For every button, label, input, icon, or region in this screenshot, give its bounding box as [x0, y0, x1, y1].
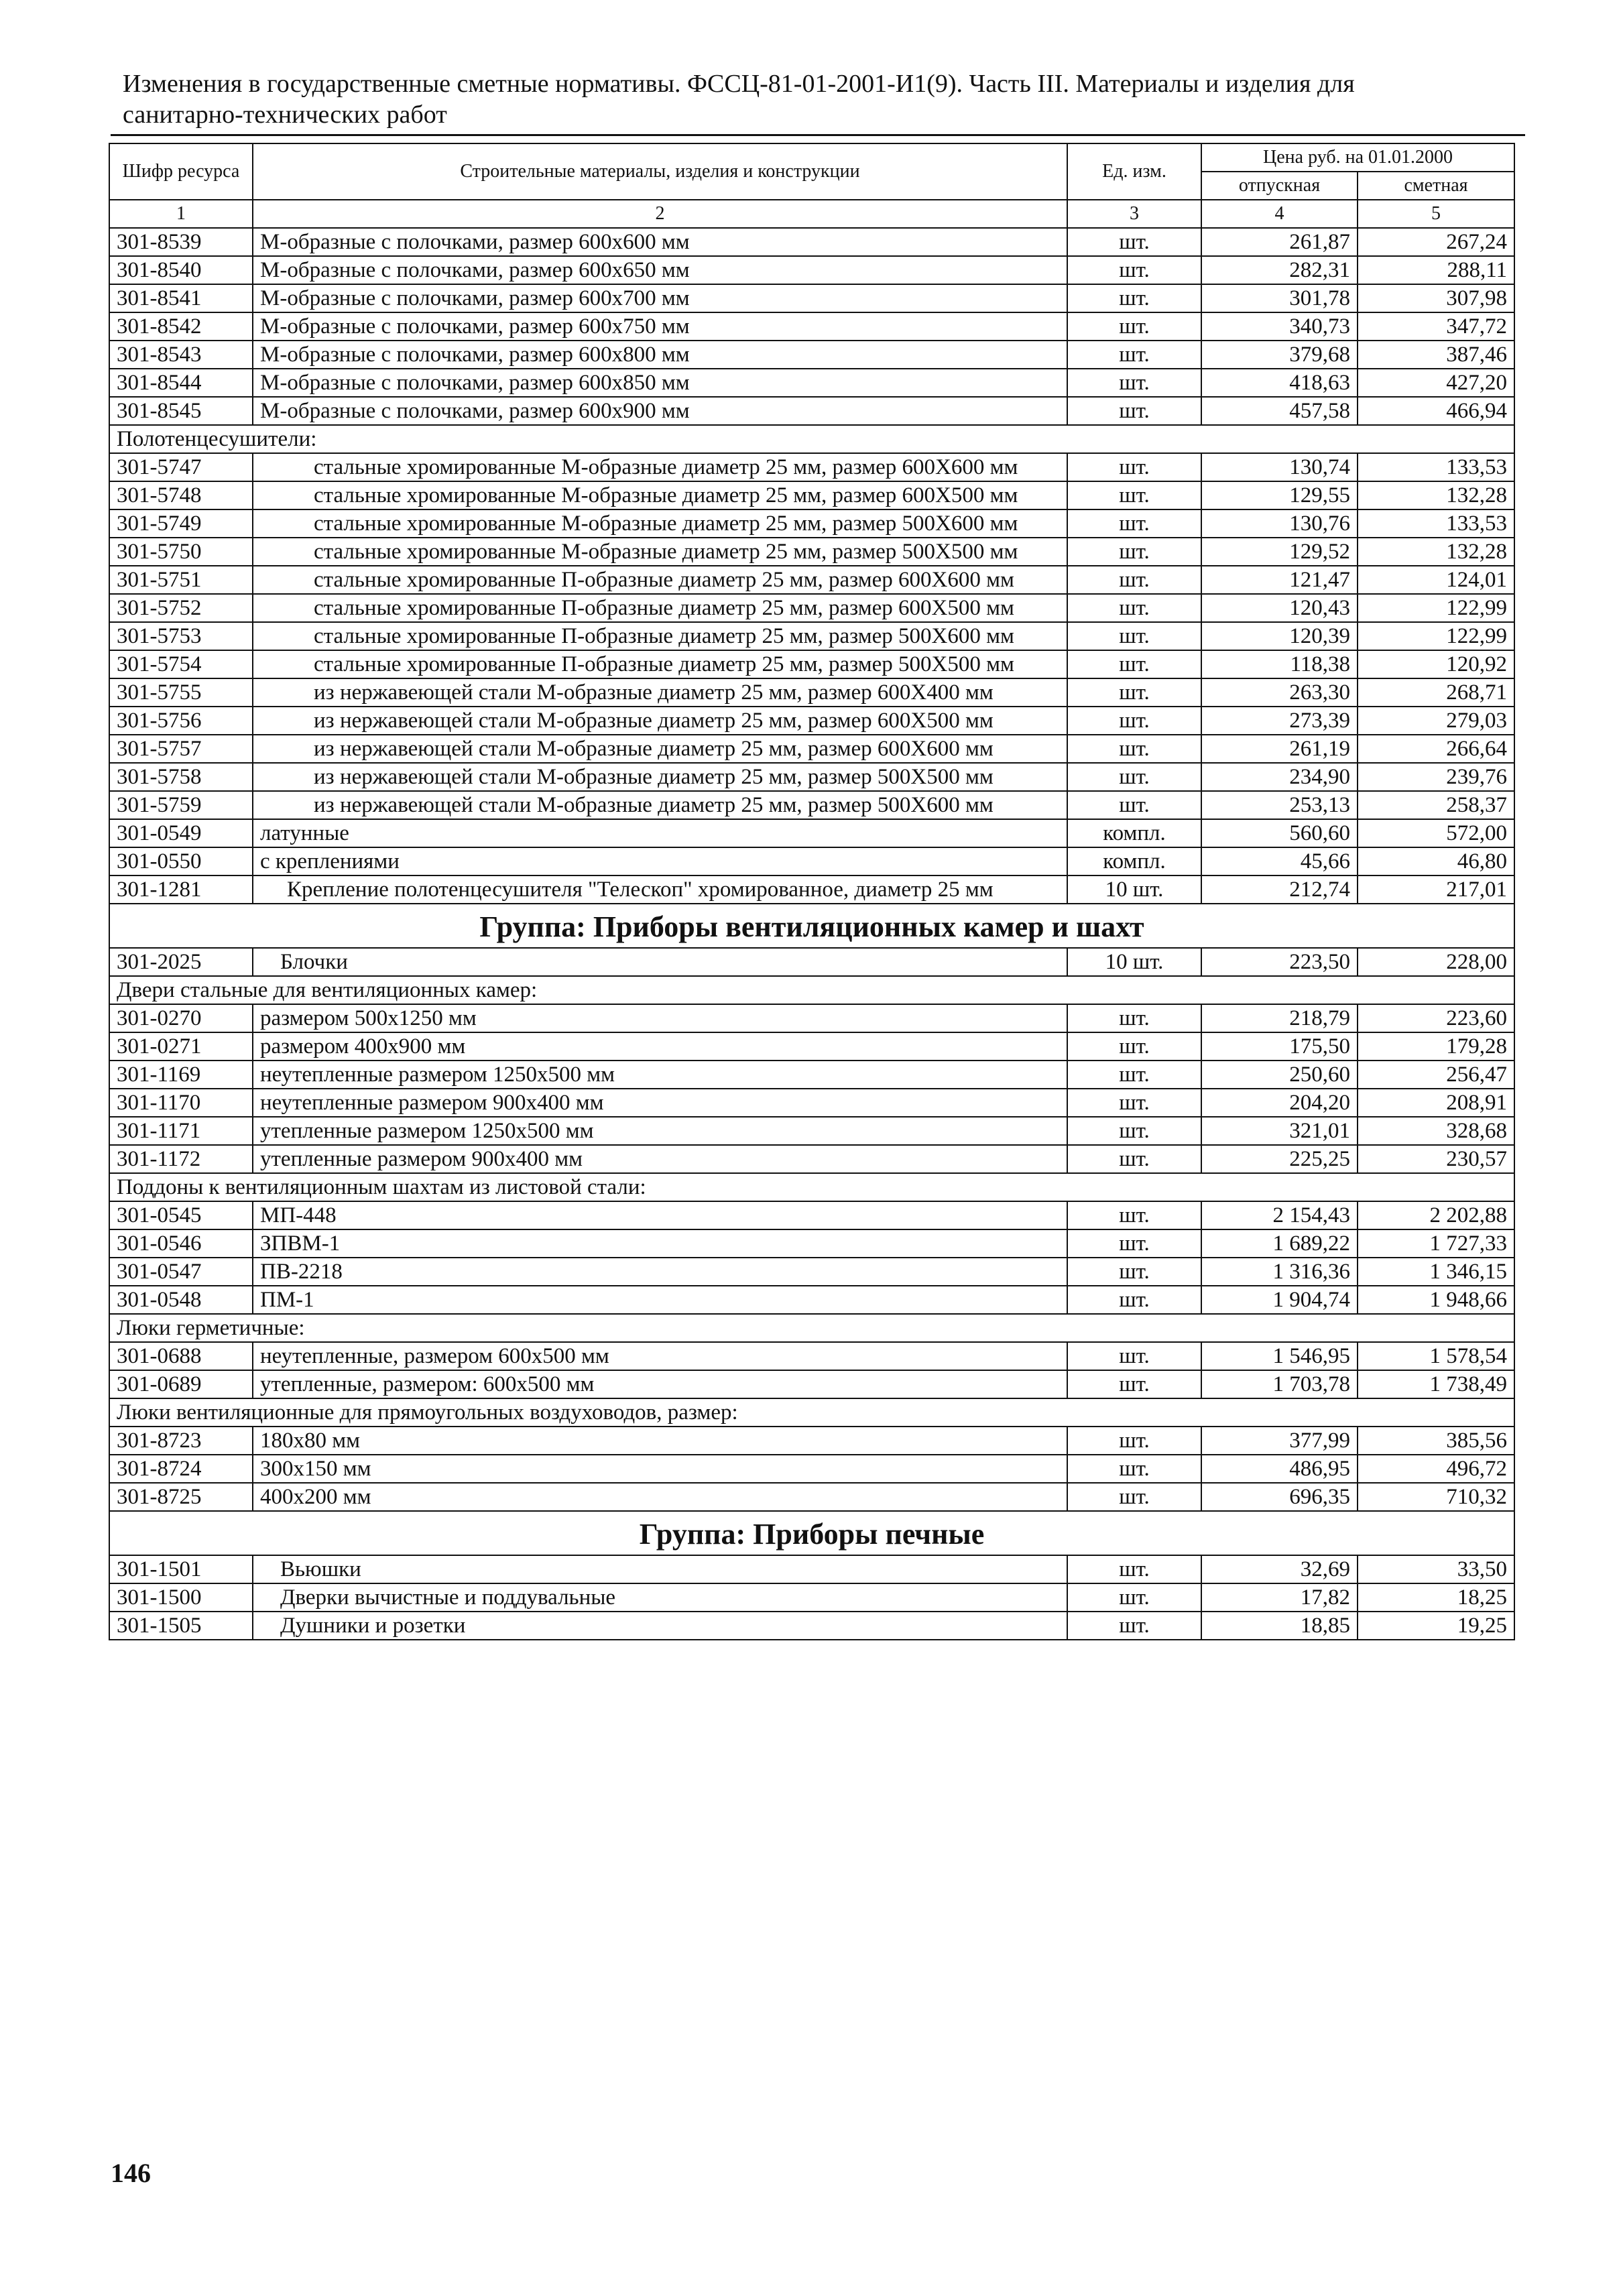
table-row	[109, 256, 1514, 284]
resource-code: 301-8723	[109, 1427, 253, 1455]
table-row	[109, 1612, 1514, 1640]
resource-code: 301-5758	[109, 763, 253, 791]
release-price: 17,82	[1201, 1583, 1358, 1612]
material-name: 400х200 мм	[253, 1483, 1067, 1511]
section-heading-row	[109, 1173, 1514, 1201]
resource-code: 301-8545	[109, 397, 253, 425]
resource-code: 301-8540	[109, 256, 253, 284]
material-name: с креплениями	[253, 847, 1067, 875]
release-price: 121,47	[1201, 566, 1358, 594]
material-name: стальные хромированные М-образные диаметр 25 мм, размер 500Х600 мм	[253, 509, 1067, 538]
header-line-1: Изменения в государственные сметные нормативы. ФССЦ-81-01-2001-И1(9). Часть III. Материалы и изделия для	[123, 70, 1355, 98]
resource-code: 301-1170	[109, 1089, 253, 1117]
col-number: 2	[253, 200, 1067, 228]
table-row	[109, 847, 1514, 875]
material-name: стальные хромированные П-образные диаметр 25 мм, размер 600Х600 мм	[253, 566, 1067, 594]
resource-code: 301-1505	[109, 1612, 253, 1640]
material-name: из нержавеющей стали М-образные диаметр 25 мм, размер 600Х600 мм	[253, 735, 1067, 763]
material-name: М-образные с полочками, размер 600х700 мм	[253, 284, 1067, 312]
estimate-price: 347,72	[1358, 312, 1514, 341]
unit-of-measure: компл.	[1067, 819, 1201, 847]
material-name: Блочки	[253, 948, 1067, 976]
resource-code: 301-5757	[109, 735, 253, 763]
resource-code: 301-1501	[109, 1555, 253, 1583]
col-header-code: Шифр ресурса	[109, 143, 253, 200]
release-price: 261,19	[1201, 735, 1358, 763]
unit-of-measure: шт.	[1067, 1612, 1201, 1640]
table-row	[109, 1555, 1514, 1583]
material-name: Душники и розетки	[253, 1612, 1067, 1640]
estimate-price: 122,99	[1358, 622, 1514, 650]
table-row	[109, 1427, 1514, 1455]
resource-code: 301-0688	[109, 1342, 253, 1370]
material-name: М-образные с полочками, размер 600х650 мм	[253, 256, 1067, 284]
material-name: Крепление полотенцесушителя "Телескоп" хромированное, диаметр 25 мм	[253, 875, 1067, 904]
unit-of-measure: шт.	[1067, 763, 1201, 791]
release-price: 457,58	[1201, 397, 1358, 425]
release-price: 130,74	[1201, 453, 1358, 481]
col-header-name: Строительные материалы, изделия и конструкции	[253, 143, 1067, 200]
resource-code: 301-8724	[109, 1455, 253, 1483]
table-row	[109, 875, 1514, 904]
table-row	[109, 707, 1514, 735]
release-price: 301,78	[1201, 284, 1358, 312]
estimate-price: 427,20	[1358, 369, 1514, 397]
unit-of-measure: шт.	[1067, 1061, 1201, 1089]
estimate-price: 18,25	[1358, 1583, 1514, 1612]
material-name: ЗПВМ-1	[253, 1229, 1067, 1258]
material-name: М-образные с полочками, размер 600х900 мм	[253, 397, 1067, 425]
table-row	[109, 369, 1514, 397]
table-row	[109, 397, 1514, 425]
estimate-price: 122,99	[1358, 594, 1514, 622]
estimate-price: 328,68	[1358, 1117, 1514, 1145]
resource-code: 301-0547	[109, 1258, 253, 1286]
release-price: 282,31	[1201, 256, 1358, 284]
release-price: 212,74	[1201, 875, 1358, 904]
unit-of-measure: шт.	[1067, 481, 1201, 509]
material-name: стальные хромированные П-образные диаметр 25 мм, размер 600Х500 мм	[253, 594, 1067, 622]
material-name: М-образные с полочками, размер 600х800 мм	[253, 341, 1067, 369]
unit-of-measure: шт.	[1067, 1555, 1201, 1583]
release-price: 32,69	[1201, 1555, 1358, 1583]
unit-of-measure: шт.	[1067, 1342, 1201, 1370]
resource-code: 301-5751	[109, 566, 253, 594]
section-heading-row	[109, 425, 1514, 453]
resource-code: 301-1172	[109, 1145, 253, 1173]
material-name: 300х150 мм	[253, 1455, 1067, 1483]
table-row	[109, 228, 1514, 256]
col-header-unit: Ед. изм.	[1067, 143, 1201, 200]
price-table	[109, 143, 1515, 1640]
resource-code: 301-5754	[109, 650, 253, 678]
estimate-price: 307,98	[1358, 284, 1514, 312]
unit-of-measure: шт.	[1067, 1145, 1201, 1173]
release-price: 45,66	[1201, 847, 1358, 875]
release-price: 273,39	[1201, 707, 1358, 735]
material-name: ПМ-1	[253, 1286, 1067, 1314]
estimate-price: 132,28	[1358, 538, 1514, 566]
estimate-price: 266,64	[1358, 735, 1514, 763]
release-price: 486,95	[1201, 1455, 1358, 1483]
unit-of-measure: шт.	[1067, 538, 1201, 566]
release-price: 1 904,74	[1201, 1286, 1358, 1314]
release-price: 234,90	[1201, 763, 1358, 791]
material-name: 180х80 мм	[253, 1427, 1067, 1455]
resource-code: 301-1169	[109, 1061, 253, 1089]
material-name: неутепленные, размером 600х500 мм	[253, 1342, 1067, 1370]
unit-of-measure: шт.	[1067, 1455, 1201, 1483]
estimate-price: 288,11	[1358, 256, 1514, 284]
estimate-price: 572,00	[1358, 819, 1514, 847]
table-row	[109, 453, 1514, 481]
table-row	[109, 341, 1514, 369]
estimate-price: 228,00	[1358, 948, 1514, 976]
material-name: из нержавеющей стали М-образные диаметр 25 мм, размер 600Х500 мм	[253, 707, 1067, 735]
table-row	[109, 1089, 1514, 1117]
section-heading: Полотенцесушители:	[109, 425, 1514, 453]
resource-code: 301-8541	[109, 284, 253, 312]
release-price: 418,63	[1201, 369, 1358, 397]
section-heading: Люки вентиляционные для прямоугольных воздуховодов, размер:	[109, 1398, 1514, 1427]
estimate-price: 223,60	[1358, 1004, 1514, 1032]
table-row	[109, 538, 1514, 566]
estimate-price: 2 202,88	[1358, 1201, 1514, 1229]
release-price: 18,85	[1201, 1612, 1358, 1640]
unit-of-measure: шт.	[1067, 341, 1201, 369]
estimate-price: 710,32	[1358, 1483, 1514, 1511]
material-name: неутепленные размером 900х400 мм	[253, 1089, 1067, 1117]
col-number: 3	[1067, 200, 1201, 228]
release-price: 223,50	[1201, 948, 1358, 976]
unit-of-measure: шт.	[1067, 1427, 1201, 1455]
unit-of-measure: шт.	[1067, 1229, 1201, 1258]
material-name: утепленные, размером: 600х500 мм	[253, 1370, 1067, 1398]
table-row	[109, 1201, 1514, 1229]
estimate-price: 1 738,49	[1358, 1370, 1514, 1398]
estimate-price: 217,01	[1358, 875, 1514, 904]
col-header-price: Цена руб. на 01.01.2000	[1201, 143, 1514, 172]
release-price: 377,99	[1201, 1427, 1358, 1455]
resource-code: 301-8542	[109, 312, 253, 341]
table-row	[109, 481, 1514, 509]
estimate-price: 279,03	[1358, 707, 1514, 735]
table-row	[109, 594, 1514, 622]
resource-code: 301-0689	[109, 1370, 253, 1398]
release-price: 120,43	[1201, 594, 1358, 622]
group-heading: Группа: Приборы печные	[109, 1511, 1514, 1555]
resource-code: 301-8544	[109, 369, 253, 397]
material-name: МП-448	[253, 1201, 1067, 1229]
release-price: 218,79	[1201, 1004, 1358, 1032]
unit-of-measure: шт.	[1067, 1370, 1201, 1398]
table-body	[109, 228, 1514, 1640]
release-price: 250,60	[1201, 1061, 1358, 1089]
unit-of-measure: шт.	[1067, 566, 1201, 594]
release-price: 129,55	[1201, 481, 1358, 509]
material-name: неутепленные размером 1250х500 мм	[253, 1061, 1067, 1089]
table-row	[109, 1258, 1514, 1286]
page-number: 146	[111, 2158, 151, 2188]
col-header-release: отпускная	[1201, 172, 1358, 200]
unit-of-measure: шт.	[1067, 312, 1201, 341]
resource-code: 301-5750	[109, 538, 253, 566]
table-row	[109, 1117, 1514, 1145]
resource-code: 301-5749	[109, 509, 253, 538]
estimate-price: 179,28	[1358, 1032, 1514, 1061]
table-row	[109, 622, 1514, 650]
release-price: 560,60	[1201, 819, 1358, 847]
col-number: 5	[1358, 200, 1514, 228]
estimate-price: 33,50	[1358, 1555, 1514, 1583]
table-row	[109, 819, 1514, 847]
release-price: 696,35	[1201, 1483, 1358, 1511]
unit-of-measure: шт.	[1067, 509, 1201, 538]
release-price: 1 703,78	[1201, 1370, 1358, 1398]
material-name: ПВ-2218	[253, 1258, 1067, 1286]
estimate-price: 19,25	[1358, 1612, 1514, 1640]
table-row	[109, 1483, 1514, 1511]
table-row	[109, 1455, 1514, 1483]
release-price: 379,68	[1201, 341, 1358, 369]
estimate-price: 256,47	[1358, 1061, 1514, 1089]
resource-code: 301-5747	[109, 453, 253, 481]
unit-of-measure: шт.	[1067, 1032, 1201, 1061]
estimate-price: 496,72	[1358, 1455, 1514, 1483]
estimate-price: 466,94	[1358, 397, 1514, 425]
release-price: 1 546,95	[1201, 1342, 1358, 1370]
estimate-price: 230,57	[1358, 1145, 1514, 1173]
estimate-price: 1 948,66	[1358, 1286, 1514, 1314]
table-row	[109, 791, 1514, 819]
section-heading: Поддоны к вентиляционным шахтам из листовой стали:	[109, 1173, 1514, 1201]
estimate-price: 258,37	[1358, 791, 1514, 819]
table-row	[109, 1061, 1514, 1089]
resource-code: 301-8725	[109, 1483, 253, 1511]
resource-code: 301-1171	[109, 1117, 253, 1145]
section-heading-row	[109, 1398, 1514, 1427]
release-price: 253,13	[1201, 791, 1358, 819]
resource-code: 301-0271	[109, 1032, 253, 1061]
estimate-price: 124,01	[1358, 566, 1514, 594]
table-row	[109, 1032, 1514, 1061]
estimate-price: 46,80	[1358, 847, 1514, 875]
material-name: стальные хромированные П-образные диаметр 25 мм, размер 500Х500 мм	[253, 650, 1067, 678]
table-row	[109, 312, 1514, 341]
unit-of-measure: шт.	[1067, 1483, 1201, 1511]
estimate-price: 1 578,54	[1358, 1342, 1514, 1370]
resource-code: 301-5753	[109, 622, 253, 650]
resource-code: 301-2025	[109, 948, 253, 976]
table-row	[109, 1583, 1514, 1612]
material-name: из нержавеющей стали М-образные диаметр 25 мм, размер 500Х600 мм	[253, 791, 1067, 819]
release-price: 263,30	[1201, 678, 1358, 707]
release-price: 321,01	[1201, 1117, 1358, 1145]
resource-code: 301-0550	[109, 847, 253, 875]
estimate-price: 268,71	[1358, 678, 1514, 707]
release-price: 1 689,22	[1201, 1229, 1358, 1258]
group-heading: Группа: Приборы вентиляционных камер и шахт	[109, 904, 1514, 948]
material-name: латунные	[253, 819, 1067, 847]
unit-of-measure: шт.	[1067, 369, 1201, 397]
document-header	[123, 68, 1463, 130]
table-row	[109, 1286, 1514, 1314]
table-row	[109, 1370, 1514, 1398]
unit-of-measure: шт.	[1067, 735, 1201, 763]
table-row	[109, 1342, 1514, 1370]
resource-code: 301-8543	[109, 341, 253, 369]
unit-of-measure: шт.	[1067, 678, 1201, 707]
table-row	[109, 509, 1514, 538]
unit-of-measure: шт.	[1067, 256, 1201, 284]
unit-of-measure: шт.	[1067, 1117, 1201, 1145]
resource-code: 301-1500	[109, 1583, 253, 1612]
release-price: 204,20	[1201, 1089, 1358, 1117]
unit-of-measure: шт.	[1067, 622, 1201, 650]
unit-of-measure: шт.	[1067, 791, 1201, 819]
release-price: 120,39	[1201, 622, 1358, 650]
release-price: 130,76	[1201, 509, 1358, 538]
material-name: Вьюшки	[253, 1555, 1067, 1583]
estimate-price: 133,53	[1358, 453, 1514, 481]
table-row	[109, 1004, 1514, 1032]
estimate-price: 387,46	[1358, 341, 1514, 369]
unit-of-measure: шт.	[1067, 228, 1201, 256]
unit-of-measure: шт.	[1067, 453, 1201, 481]
estimate-price: 267,24	[1358, 228, 1514, 256]
release-price: 2 154,43	[1201, 1201, 1358, 1229]
release-price: 118,38	[1201, 650, 1358, 678]
table-row	[109, 566, 1514, 594]
resource-code: 301-0270	[109, 1004, 253, 1032]
material-name: М-образные с полочками, размер 600х850 мм	[253, 369, 1067, 397]
col-number: 4	[1201, 200, 1358, 228]
header-rule	[111, 134, 1525, 136]
estimate-price: 239,76	[1358, 763, 1514, 791]
material-name: размером 400х900 мм	[253, 1032, 1067, 1061]
release-price: 225,25	[1201, 1145, 1358, 1173]
material-name: стальные хромированные М-образные диаметр 25 мм, размер 500Х500 мм	[253, 538, 1067, 566]
col-number: 1	[109, 200, 253, 228]
unit-of-measure: шт.	[1067, 594, 1201, 622]
resource-code: 301-8539	[109, 228, 253, 256]
material-name: М-образные с полочками, размер 600х600 мм	[253, 228, 1067, 256]
resource-code: 301-1281	[109, 875, 253, 904]
unit-of-measure: 10 шт.	[1067, 948, 1201, 976]
table-row	[109, 763, 1514, 791]
section-heading-row	[109, 1314, 1514, 1342]
estimate-price: 1 727,33	[1358, 1229, 1514, 1258]
material-name: из нержавеющей стали М-образные диаметр 25 мм, размер 500Х500 мм	[253, 763, 1067, 791]
material-name: стальные хромированные М-образные диаметр 25 мм, размер 600Х500 мм	[253, 481, 1067, 509]
section-heading: Двери стальные для вентиляционных камер:	[109, 976, 1514, 1004]
unit-of-measure: шт.	[1067, 1286, 1201, 1314]
table-head	[109, 143, 1514, 228]
resource-code: 301-0546	[109, 1229, 253, 1258]
table-row	[109, 735, 1514, 763]
header-line-2: санитарно-технических работ	[123, 101, 447, 129]
release-price: 340,73	[1201, 312, 1358, 341]
resource-code: 301-5759	[109, 791, 253, 819]
col-header-estimate: сметная	[1358, 172, 1514, 200]
unit-of-measure: шт.	[1067, 1004, 1201, 1032]
estimate-price: 1 346,15	[1358, 1258, 1514, 1286]
unit-of-measure: шт.	[1067, 397, 1201, 425]
table-row	[109, 948, 1514, 976]
estimate-price: 385,56	[1358, 1427, 1514, 1455]
material-name: утепленные размером 1250х500 мм	[253, 1117, 1067, 1145]
material-name: стальные хромированные М-образные диаметр 25 мм, размер 600Х600 мм	[253, 453, 1067, 481]
material-name: утепленные размером 900х400 мм	[253, 1145, 1067, 1173]
unit-of-measure: компл.	[1067, 847, 1201, 875]
unit-of-measure: шт.	[1067, 284, 1201, 312]
estimate-price: 208,91	[1358, 1089, 1514, 1117]
resource-code: 301-5755	[109, 678, 253, 707]
material-name: стальные хромированные П-образные диаметр 25 мм, размер 500Х600 мм	[253, 622, 1067, 650]
release-price: 175,50	[1201, 1032, 1358, 1061]
release-price: 1 316,36	[1201, 1258, 1358, 1286]
resource-code: 301-0548	[109, 1286, 253, 1314]
unit-of-measure: шт.	[1067, 707, 1201, 735]
estimate-price: 132,28	[1358, 481, 1514, 509]
section-heading: Люки герметичные:	[109, 1314, 1514, 1342]
section-heading-row	[109, 976, 1514, 1004]
resource-code: 301-5748	[109, 481, 253, 509]
resource-code: 301-5752	[109, 594, 253, 622]
material-name: Дверки вычистные и поддувальные	[253, 1583, 1067, 1612]
unit-of-measure: шт.	[1067, 1258, 1201, 1286]
group-heading-row	[109, 904, 1514, 948]
table-row	[109, 650, 1514, 678]
table-row	[109, 1145, 1514, 1173]
unit-of-measure: шт.	[1067, 1089, 1201, 1117]
unit-of-measure: шт.	[1067, 650, 1201, 678]
resource-code: 301-0549	[109, 819, 253, 847]
table-row	[109, 284, 1514, 312]
estimate-price: 133,53	[1358, 509, 1514, 538]
table-row	[109, 1229, 1514, 1258]
table-row	[109, 678, 1514, 707]
estimate-price: 120,92	[1358, 650, 1514, 678]
unit-of-measure: 10 шт.	[1067, 875, 1201, 904]
release-price: 129,52	[1201, 538, 1358, 566]
release-price: 261,87	[1201, 228, 1358, 256]
material-name: М-образные с полочками, размер 600х750 мм	[253, 312, 1067, 341]
material-name: из нержавеющей стали М-образные диаметр 25 мм, размер 600Х400 мм	[253, 678, 1067, 707]
material-name: размером 500х1250 мм	[253, 1004, 1067, 1032]
unit-of-measure: шт.	[1067, 1583, 1201, 1612]
group-heading-row	[109, 1511, 1514, 1555]
resource-code: 301-0545	[109, 1201, 253, 1229]
unit-of-measure: шт.	[1067, 1201, 1201, 1229]
resource-code: 301-5756	[109, 707, 253, 735]
